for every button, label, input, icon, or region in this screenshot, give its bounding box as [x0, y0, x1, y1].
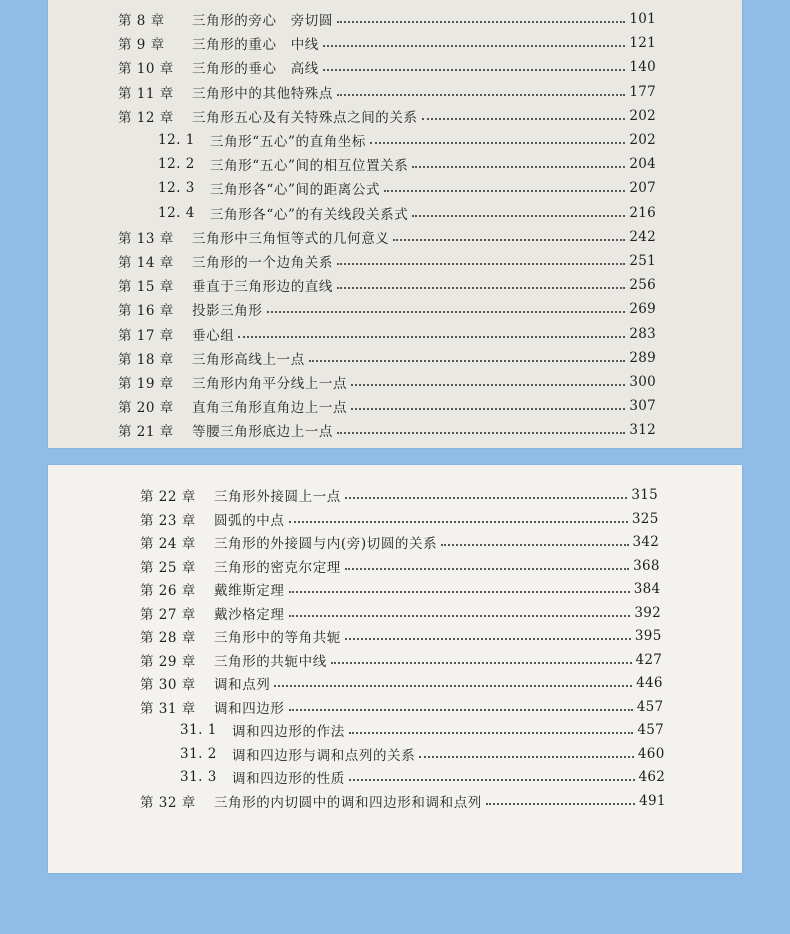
page-number: 204 [629, 156, 656, 173]
dot-leader [337, 263, 625, 265]
toc-section-row [158, 128, 656, 152]
chapter-number: 第 32 章 [140, 794, 196, 811]
toc-chapter-row [118, 225, 656, 249]
dot-leader [289, 591, 630, 593]
dot-leader [370, 142, 625, 144]
page-number: 256 [629, 277, 656, 294]
toc-chapter-row [140, 554, 660, 578]
chapter-number: 第 10 章 [118, 61, 174, 78]
chapter-number: 第 24 章 [140, 536, 196, 552]
chapter-number: 第 8 章 [118, 13, 165, 29]
chapter-number: 第 13 章 [118, 230, 174, 247]
entry-title: 等腰三角形底边上一点 [192, 424, 333, 441]
page-number: 307 [629, 398, 656, 415]
toc-chapter-row [140, 483, 658, 507]
entry-title: 三角形中的等角共轭 [214, 630, 341, 646]
page-number: 202 [629, 132, 656, 148]
dot-leader [412, 166, 625, 168]
dot-leader [393, 239, 625, 241]
dot-leader [345, 497, 627, 499]
entry-title: 三角形高线上一点 [192, 351, 305, 368]
dot-leader [289, 521, 628, 523]
toc-section-row [158, 176, 656, 200]
entry-title: 三角形的内切圆中的调和四边形和调和点列 [214, 794, 482, 811]
dot-leader [441, 544, 628, 546]
page-number: 140 [629, 59, 656, 76]
page-number: 457 [637, 722, 664, 738]
page-number: 384 [633, 581, 661, 597]
page-number: 315 [631, 487, 658, 503]
chapter-number: 第 23 章 [140, 512, 196, 529]
page-number: 446 [636, 675, 663, 691]
dot-leader [422, 118, 626, 120]
dot-leader [337, 432, 625, 434]
chapter-number: 第 27 章 [140, 606, 196, 623]
toc-chapter-row [140, 530, 659, 554]
chapter-number: 第 26 章 [140, 583, 196, 599]
section-number: 31. 3 [180, 769, 217, 785]
dot-leader [349, 732, 634, 734]
entry-title: 三角形的重心 中线 [192, 37, 319, 54]
dot-leader [345, 568, 629, 570]
dot-leader [309, 360, 626, 362]
toc-section-row [180, 742, 665, 766]
entry-title: 直角三角形直角边上一点 [192, 400, 348, 417]
page-number: 300 [629, 374, 656, 390]
chapter-number: 第 11 章 [118, 85, 174, 102]
page-number: 427 [635, 651, 663, 668]
toc-chapter-row [118, 249, 656, 273]
dot-leader [486, 803, 635, 805]
toc-chapter-row [118, 104, 656, 128]
dot-leader [274, 685, 632, 687]
section-number: 12. 2 [158, 156, 195, 173]
chapter-number: 第 12 章 [118, 109, 174, 126]
chapter-number: 第 29 章 [140, 653, 196, 670]
chapter-number: 第 19 章 [118, 376, 174, 392]
page-number: 395 [634, 628, 662, 644]
dot-leader [351, 408, 625, 410]
toc-chapter-row [118, 346, 656, 370]
dot-leader [337, 287, 625, 289]
page-number: 101 [629, 11, 656, 27]
entry-title: 调和点列 [214, 677, 271, 693]
page-number: 460 [637, 745, 665, 762]
toc-chapter-row [140, 507, 659, 531]
entry-title: 三角形内角平分线上一点 [192, 376, 348, 392]
dot-leader [238, 336, 625, 338]
dot-leader [337, 94, 625, 96]
page-number: 177 [629, 83, 656, 100]
entry-title: 垂心组 [192, 327, 235, 344]
dot-leader [349, 779, 635, 781]
page-number: 251 [629, 253, 656, 269]
toc-chapter-row [118, 297, 656, 321]
chapter-number: 第 17 章 [118, 327, 174, 344]
toc-chapter-row [140, 577, 660, 601]
toc-page-bottom [48, 465, 742, 873]
page-number: 202 [629, 107, 656, 124]
page-number: 457 [636, 698, 664, 715]
page-number: 342 [632, 534, 660, 550]
section-number: 12. 3 [158, 180, 195, 197]
entry-title: 戴沙格定理 [214, 606, 285, 623]
chapter-number: 第 31 章 [140, 700, 196, 717]
entry-title: 三角形各“心”间的距离公式 [210, 182, 381, 199]
toc-chapter-row [118, 80, 656, 104]
dot-leader [323, 45, 625, 47]
entry-title: 三角形各“心”的有关线段关系式 [210, 206, 409, 223]
toc-chapter-row [118, 394, 656, 418]
page-number: 462 [638, 769, 666, 785]
toc-chapter-row [140, 624, 662, 648]
page-number: 121 [629, 35, 656, 52]
entry-title: 三角形的密克尔定理 [214, 559, 341, 576]
entry-title: 调和四边形 [214, 700, 285, 717]
entry-title: 调和四边形与调和点列的关系 [232, 747, 416, 764]
entry-title: 三角形“五心”间的相互位置关系 [210, 158, 409, 175]
page-number: 368 [633, 557, 660, 574]
entry-title: 圆弧的中点 [214, 512, 285, 529]
dot-leader [331, 662, 632, 664]
toc-chapter-row [118, 418, 656, 442]
toc-chapter-row [118, 31, 656, 55]
toc-section-row [158, 152, 656, 176]
toc-chapter-row [118, 370, 656, 394]
page-number: 242 [629, 228, 656, 245]
toc-chapter-row [118, 273, 656, 297]
toc-chapter-row [140, 789, 666, 813]
entry-title: 三角形的旁心 旁切圆 [192, 13, 333, 29]
toc-section-row [180, 718, 664, 742]
toc-section-row [158, 201, 656, 225]
page-number: 491 [639, 792, 666, 809]
chapter-number: 第 18 章 [118, 351, 174, 368]
entry-title: 三角形的共轭中线 [214, 653, 327, 670]
chapter-number: 第 15 章 [118, 279, 174, 296]
chapter-number: 第 28 章 [140, 630, 196, 646]
dot-leader [323, 69, 625, 71]
dot-leader [289, 615, 631, 617]
chapter-number: 第 21 章 [118, 424, 174, 441]
dot-leader [412, 215, 625, 217]
chapter-number: 第 16 章 [118, 303, 174, 320]
entry-title: 三角形“五心”的直角坐标 [210, 134, 367, 150]
section-number: 12. 4 [158, 204, 195, 221]
page-number: 312 [629, 422, 656, 439]
toc-page-top [48, 0, 742, 448]
page-number: 283 [629, 325, 656, 342]
dot-leader [267, 311, 626, 313]
entry-title: 垂直于三角形边的直线 [192, 279, 333, 296]
chapter-number: 第 30 章 [140, 677, 196, 693]
section-number: 12. 1 [158, 132, 195, 148]
entry-title: 调和四边形的性质 [232, 771, 345, 787]
toc-chapter-row [140, 671, 663, 695]
page-number: 289 [629, 349, 656, 366]
dot-leader [337, 21, 625, 23]
toc-section-row [180, 765, 665, 789]
section-number: 31. 2 [180, 745, 217, 762]
entry-title: 投影三角形 [192, 303, 263, 320]
dot-leader [345, 638, 631, 640]
entry-title: 三角形中的其他特殊点 [192, 85, 333, 102]
page-number: 269 [629, 301, 656, 318]
toc-chapter-row [118, 7, 656, 31]
dot-leader [289, 709, 633, 711]
page-number: 207 [629, 180, 656, 197]
toc-chapter-row [140, 601, 661, 625]
chapter-number: 第 14 章 [118, 255, 174, 271]
entry-title: 三角形的一个边角关系 [192, 255, 333, 271]
entry-title: 三角形中三角恒等式的几何意义 [192, 230, 390, 247]
page-number: 216 [629, 204, 656, 221]
chapter-number: 第 22 章 [140, 489, 196, 505]
chapter-number: 第 25 章 [140, 559, 196, 576]
entry-title: 三角形外接圆上一点 [214, 489, 341, 505]
chapter-number: 第 9 章 [118, 37, 165, 54]
entry-title: 三角形五心及有关特殊点之间的关系 [192, 109, 418, 126]
toc-chapter-row [118, 322, 656, 346]
entry-title: 三角形的外接圆与内(旁)切圆的关系 [214, 536, 438, 552]
entry-title: 调和四边形的作法 [232, 724, 345, 740]
chapter-number: 第 20 章 [118, 400, 174, 417]
entry-title: 戴维斯定理 [214, 583, 285, 599]
page-number: 392 [634, 604, 661, 621]
page-number: 325 [631, 510, 659, 527]
dot-leader [419, 756, 634, 758]
entry-title: 三角形的垂心 高线 [192, 61, 319, 78]
section-number: 31. 1 [180, 722, 217, 738]
dot-leader [384, 190, 625, 192]
toc-chapter-row [118, 55, 656, 79]
toc-chapter-row [140, 648, 662, 672]
toc-chapter-row [140, 695, 663, 719]
dot-leader [351, 384, 625, 386]
